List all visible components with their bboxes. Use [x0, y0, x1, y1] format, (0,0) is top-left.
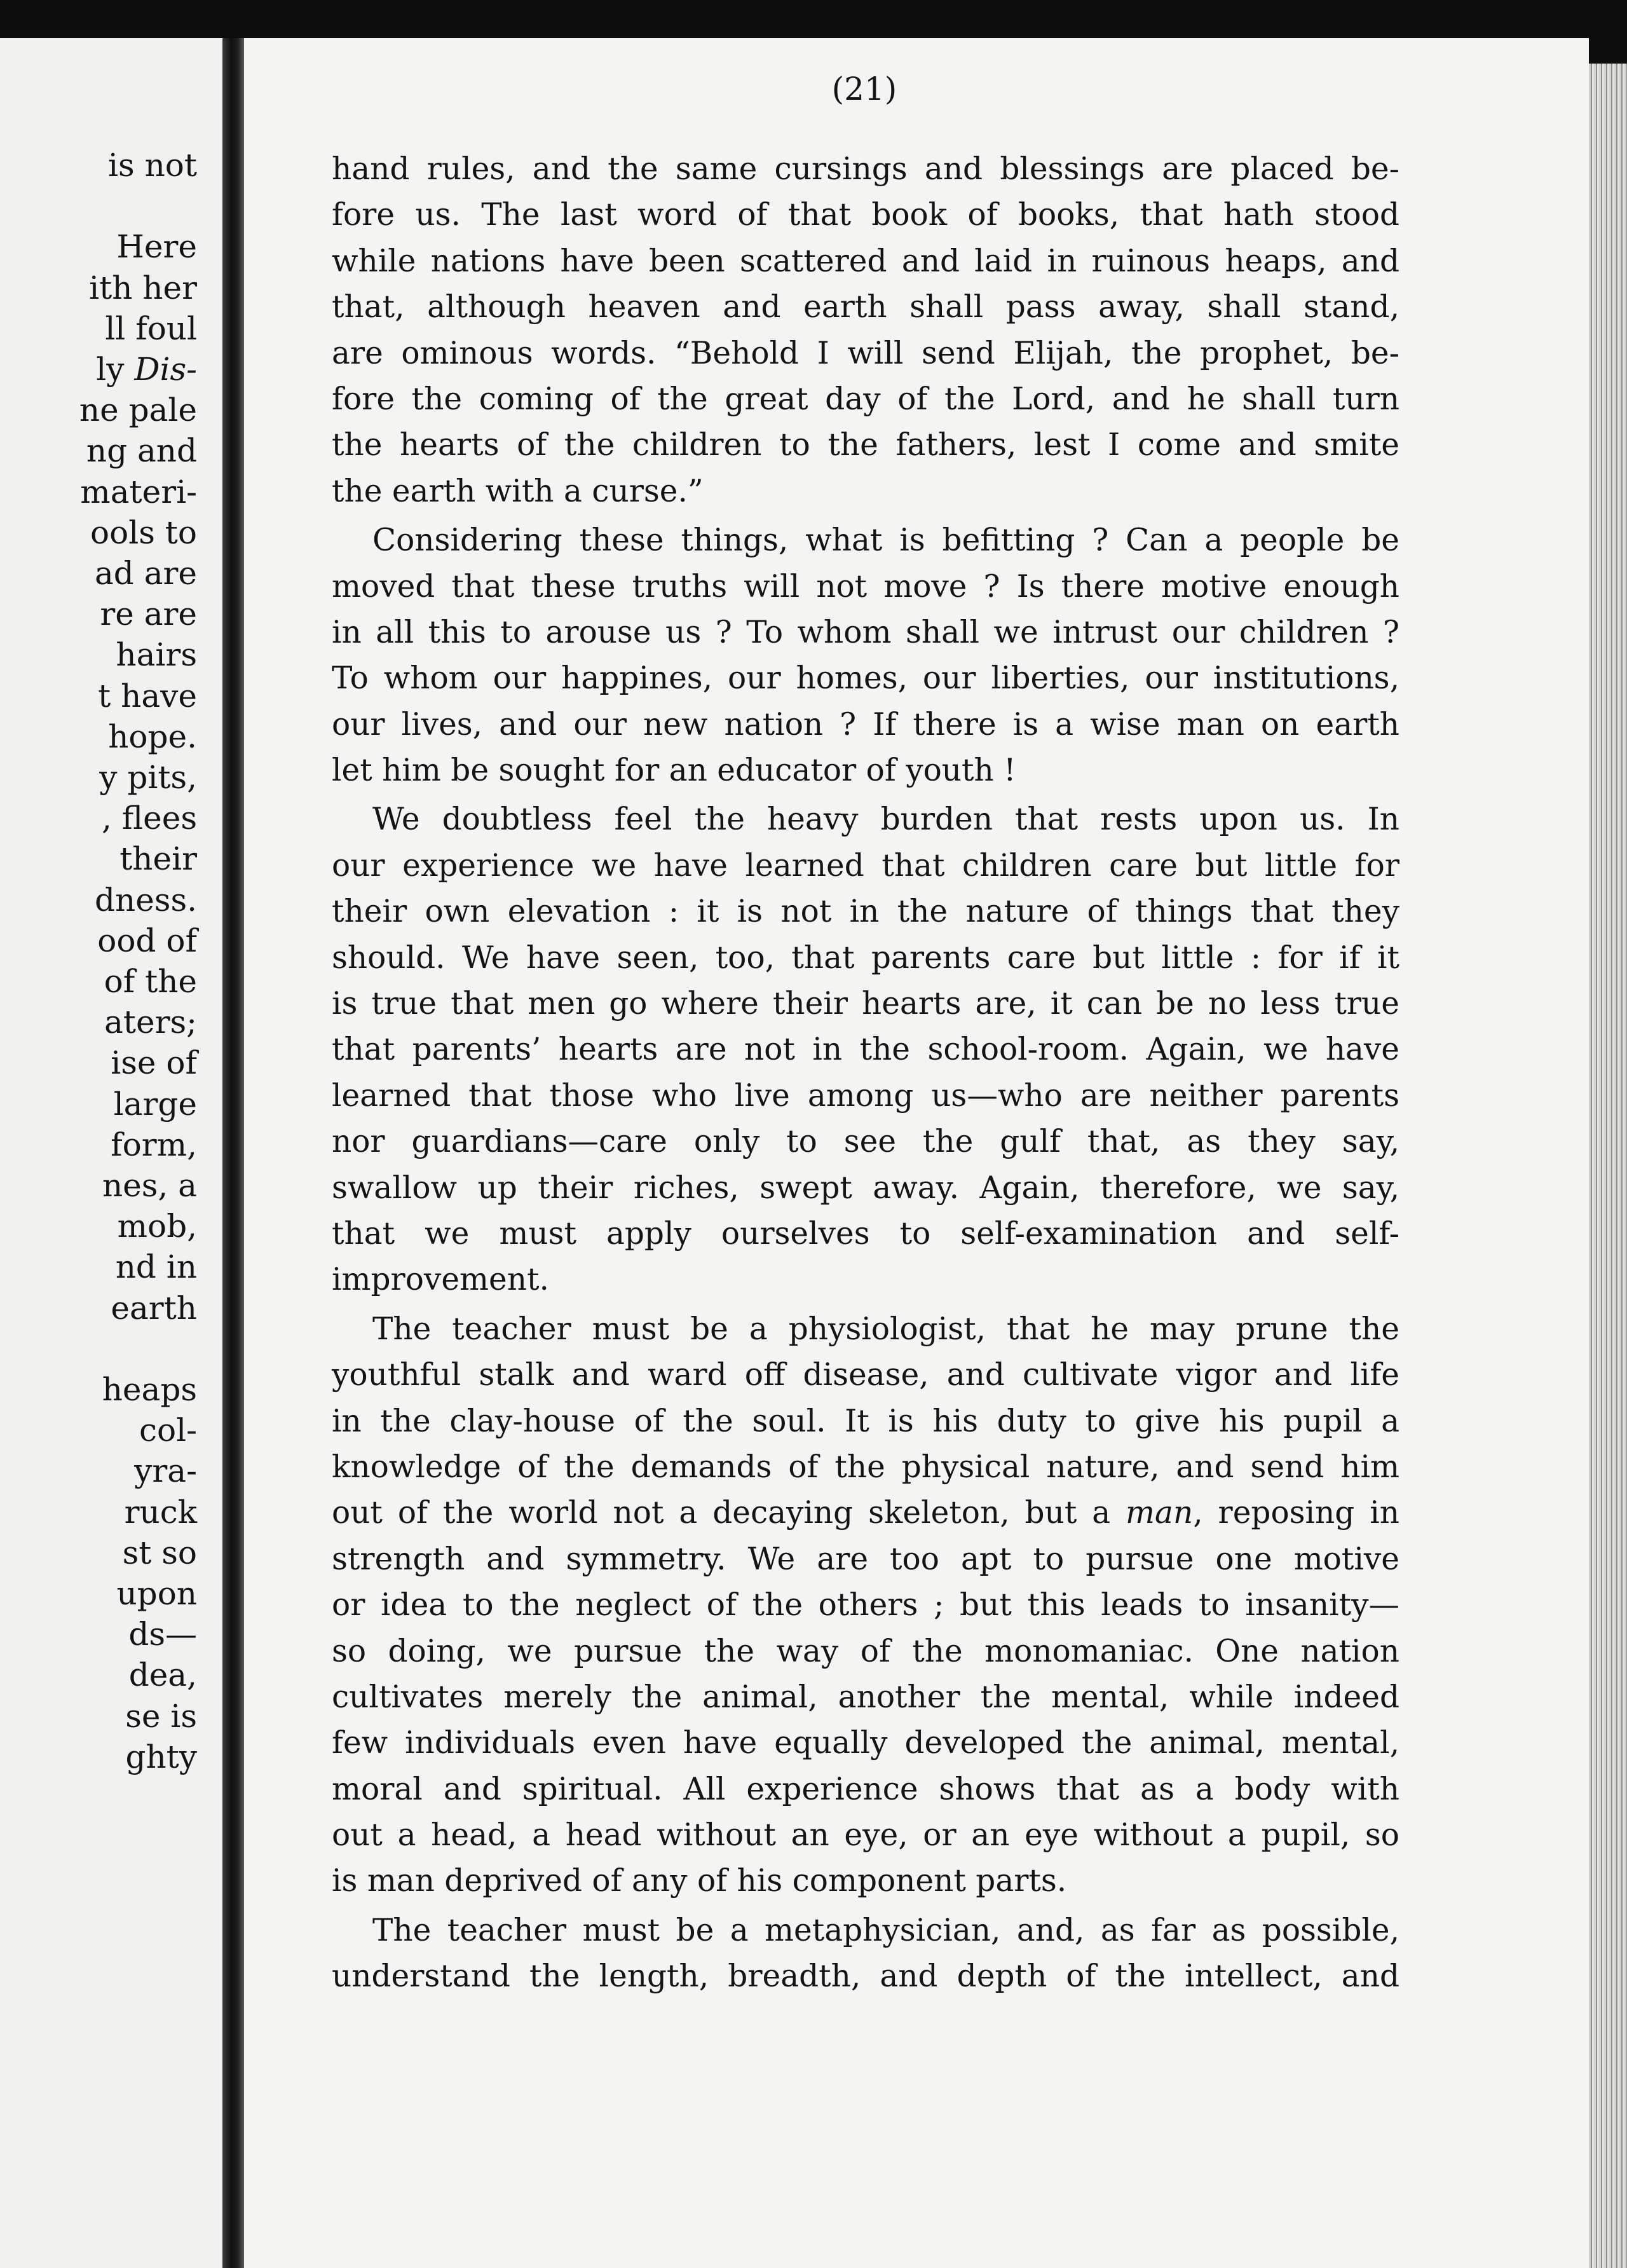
text-line: cultivates merely the animal, another the mental, while indeed [332, 1679, 1399, 1715]
text-line: let him be sought for an educator of youth ! [332, 753, 1016, 789]
facing-page-line-fragment: hairs [116, 636, 197, 674]
text-line: out a head, a head without an eye, or an eye without a pupil, so [332, 1817, 1399, 1854]
facing-page-line-fragment: y pits, [99, 759, 197, 796]
facing-page-line-fragment: dea, [128, 1657, 197, 1694]
text-line: knowledge of the demands of the physical nature, and send him [332, 1449, 1399, 1485]
italic-word: Dis- [134, 351, 197, 388]
facing-page-line-fragment: Here [116, 228, 197, 266]
facing-page-line-fragment: ood of [97, 922, 197, 959]
text-line: our lives, and our new nation ? If there is a wise man on earth [332, 706, 1399, 742]
text-line: fore us. The last word of that book of books, that hath stood [332, 197, 1399, 233]
paragraph [332, 146, 1399, 514]
text-line: the hearts of the children to the fathers, lest I come and smite [332, 427, 1399, 463]
paragraph [332, 517, 1399, 793]
facing-page-line-fragment: heaps [102, 1371, 197, 1408]
text-line: so doing, we pursue the way of the monomaniac. One nation [332, 1633, 1399, 1669]
facing-page-line-fragment: ith her [89, 269, 197, 306]
text-line: youthful stalk and ward off disease, and cultivate vigor and life [332, 1357, 1399, 1393]
facing-page-line-fragment: form, [111, 1126, 197, 1163]
text-line: nor guardians—care only to see the gulf that, as they say, [332, 1124, 1399, 1160]
page-number: (21) [831, 71, 897, 107]
text-line: To whom our happines, our homes, our liberties, our institutions, [332, 660, 1399, 697]
italic-word: man [1126, 1495, 1194, 1531]
text-line: understand the length, breadth, and depth of the intellect, and [332, 1958, 1399, 1995]
facing-page-line-fragment: re are [100, 596, 197, 633]
text-line: are ominous words. “Behold I will send Elijah, the prophet, be- [332, 335, 1399, 371]
facing-page-line-fragment: ll foul [105, 310, 197, 347]
page-edges [1589, 64, 1627, 2268]
facing-page-line-fragment: col- [139, 1412, 197, 1449]
facing-page-line-fragment: nes, a [102, 1167, 197, 1204]
facing-page-line-fragment: ng and [86, 432, 197, 470]
facing-page-line-fragment: ad are [94, 555, 197, 592]
text-line: in the clay-house of the soul. It is his duty to give his pupil a [332, 1403, 1399, 1439]
text-line: should. We have seen, too, that parents care but little : for if it [332, 939, 1399, 976]
facing-page-line-fragment: t have [98, 677, 197, 714]
facing-page-line-fragment: their [119, 840, 197, 878]
facing-page-line-fragment: earth [111, 1289, 197, 1327]
facing-page-left [0, 38, 222, 2268]
facing-page-line-fragment: mob, [117, 1208, 197, 1245]
facing-page-line-fragment: , flees [102, 800, 197, 837]
text-line: The teacher must be a metaphysician, and, as far as possible, [372, 1912, 1399, 1948]
facing-page-line-fragment: materi- [80, 473, 197, 510]
text-line: Considering these things, what is befitting ? Can a people be [372, 523, 1399, 559]
text-line: strength and symmetry. We are too apt to pursue one motive [332, 1541, 1399, 1577]
facing-page-line-fragment: of the [104, 963, 197, 1000]
text-line: moved that these truths will not move ? Is there motive enough [332, 568, 1399, 605]
facing-page-line-fragment: nd in [115, 1248, 197, 1286]
text-line: fore the coming of the great day of the Lord, and he shall turn [332, 381, 1399, 417]
facing-page-line-fragment: ruck [124, 1493, 197, 1531]
text-line: swallow up their riches, swept away. Again, therefore, we say, [332, 1170, 1399, 1206]
facing-page-line-fragment: upon [116, 1575, 197, 1612]
text-line: We doubtless feel the heavy burden that rests upon us. In [372, 802, 1399, 838]
text-line: is man deprived of any of his component parts. [332, 1863, 1067, 1899]
facing-page-line-fragment: hope. [108, 718, 197, 755]
facing-page-line-fragment: aters; [104, 1004, 197, 1041]
book-gutter [222, 38, 244, 2268]
facing-page-line-fragment: dness. [94, 881, 197, 919]
text-line: or idea to the neglect of the others ; but this leads to insanity— [332, 1587, 1399, 1623]
body-text [332, 146, 1399, 2003]
facing-page-line-fragment: ly Dis- [96, 351, 197, 388]
paragraph [332, 796, 1399, 1302]
text-line: that we must apply ourselves to self-examination and self- [332, 1215, 1399, 1252]
facing-page-line-fragment: st so [122, 1534, 197, 1571]
paragraph [332, 1908, 1399, 2000]
text-line: that parents’ hearts are not in the school-room. Again, we have [332, 1032, 1399, 1068]
text-line: their own elevation : it is not in the nature of things that they [332, 894, 1399, 930]
facing-page-line-fragment: ghty [125, 1738, 197, 1775]
facing-page-line-fragment: ise of [111, 1044, 197, 1082]
text-line: hand rules, and the same cursings and blessings are placed be- [332, 151, 1399, 187]
facing-page-line-fragment: ools to [90, 514, 197, 551]
text-line: The teacher must be a physiologist, that he may prune the [372, 1311, 1399, 1347]
text-line: learned that those who live among us—who are neither parents [332, 1077, 1399, 1114]
paragraph [332, 1306, 1399, 1904]
facing-page-line-fragment: ne pale [79, 392, 197, 429]
facing-page-line-fragment: se is [125, 1697, 197, 1735]
text-line: out of the world not a decaying skeleton, but a man, reposing in [332, 1495, 1399, 1531]
text-line: the earth with a curse.” [332, 473, 704, 509]
text-line: few individuals even have equally developed the animal, mental, [332, 1725, 1399, 1761]
facing-page-line-fragment: yra- [134, 1452, 197, 1490]
text-line: that, although heaven and earth shall pass away, shall stand, [332, 289, 1399, 325]
text-line: in all this to arouse us ? To whom shall we intrust our children ? [332, 614, 1399, 650]
facing-page-line-fragment: large [113, 1085, 197, 1123]
text-line: our experience we have learned that children care but little for [332, 847, 1399, 884]
facing-page-line-fragment: is not [108, 147, 197, 184]
text-line: is true that men go where their hearts are, it can be no less true [332, 986, 1399, 1022]
text-line: improvement. [332, 1262, 549, 1298]
text-line: moral and spiritual. All experience shows that as a body with [332, 1771, 1399, 1807]
facing-page-line-fragment: ds— [128, 1616, 197, 1653]
text-line: while nations have been scattered and laid in ruinous heaps, and [332, 243, 1399, 279]
